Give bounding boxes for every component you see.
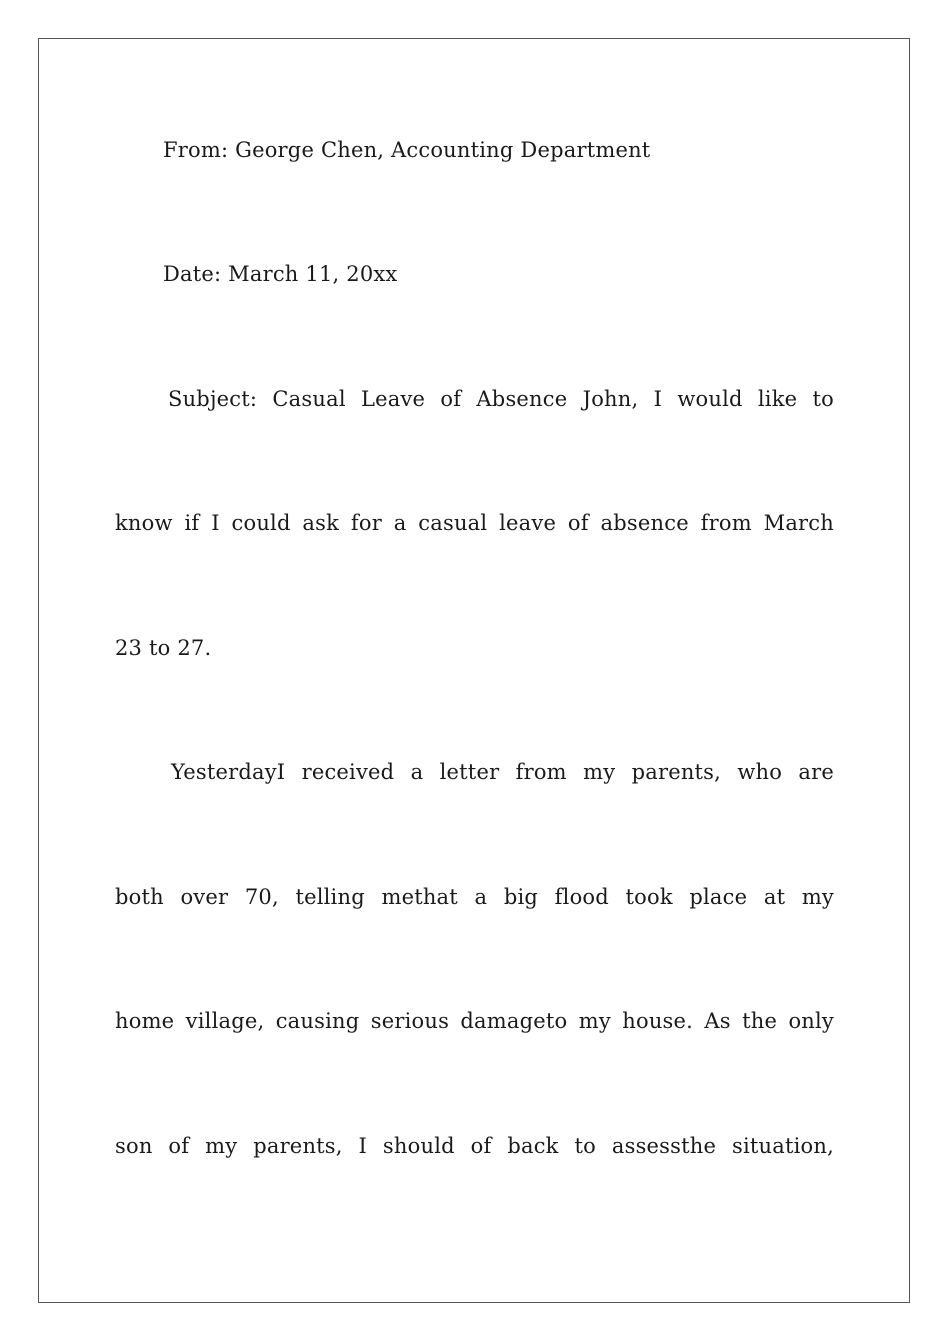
- date-line: Date: March 11, 20xx: [163, 262, 398, 286]
- body-line: YesterdayI received a letter from my parents, who are: [171, 760, 834, 784]
- body-line: son of my parents, I should of back to assessthe situation,: [115, 1134, 834, 1158]
- subject-line: Subject: Casual Leave of Absence John, I would like to: [168, 387, 834, 411]
- body-line: 23 to 27.: [115, 636, 212, 660]
- body-line: home village, causing serious damageto my house. As the only: [115, 1009, 834, 1033]
- page-border: [38, 38, 910, 1303]
- body-line: both over 70, telling methat a big flood took place at my: [115, 885, 834, 909]
- body-line: know if I could ask for a casual leave of absence from March: [115, 511, 834, 535]
- from-line: From: George Chen, Accounting Department: [163, 138, 651, 162]
